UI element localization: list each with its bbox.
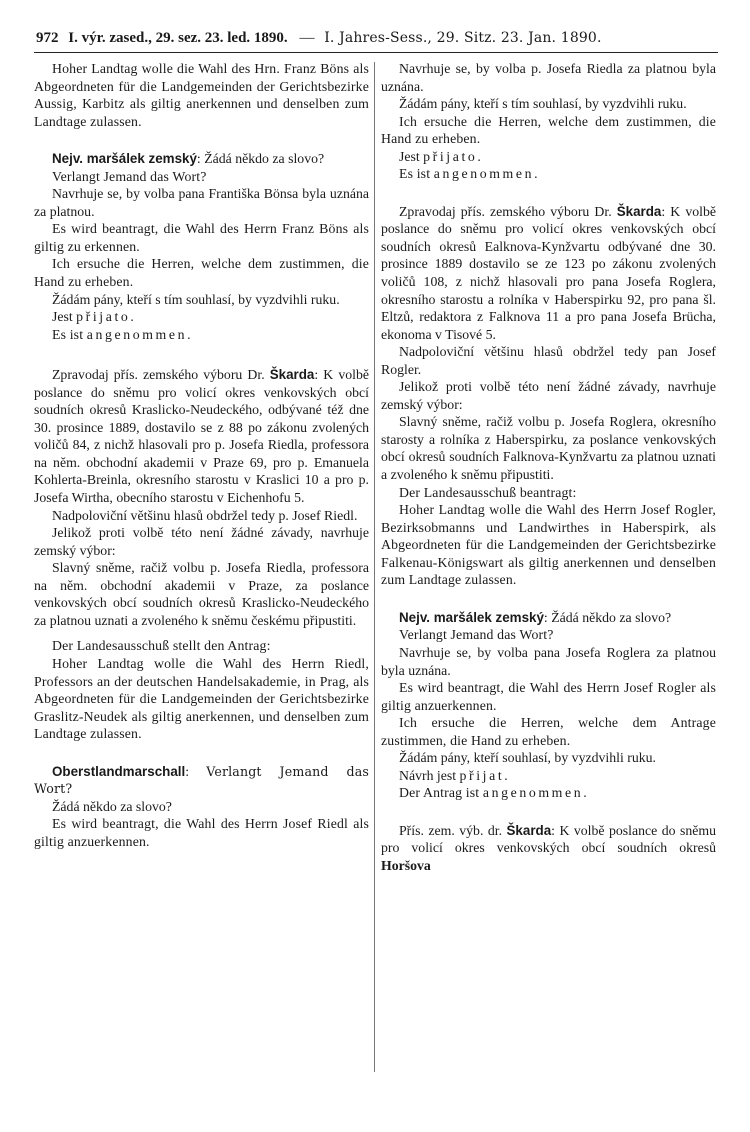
speaker-paragraph: Zpravodaj přís. zemského výboru Dr. Škarda: K volbě poslance do sněmu pro volicí okres venkovských obcí soudních okresů Kraslicko-Neudeckého, odbývané též dne 30. prosince 1889, dostavilo se z 88 po zákonu zvolených voličů 84, z nichž hlasovali pro p. Josefa Riedla, professora na něm. obchodní akademii v Praze 69, pro p. Emanuela Kohlerta-Breinla, okresního starostu v Kraslici 10 a pro p. Josefa Wirtha, obecního starostu v Eichenhofu 5.	[34, 367, 369, 506]
paragraph: Navrhuje se, by volba pana Josefa Roglera za platnou byla uznána.	[381, 644, 716, 678]
page-number: 972	[36, 30, 59, 46]
paragraph: Ich ersuche die Herren, welche dem zustimmen, die Hand zu erheben.	[34, 256, 369, 290]
paragraph: Es wird beantragt, die Wahl des Herrn Josef Rogler als giltig anzuerkennen.	[381, 680, 716, 713]
paragraph: Jelikož proti volbě této není žádné závady, navrhuje zemský výbor:	[381, 379, 716, 412]
paragraph: Hoher Landtag wolle die Wahl des Herrn Josef Rogler, Bezirksobmanns und Landwirthes in Haberspirk, als Abgeordneten für die Landgemeinden der Gerichtsbezirke Falkenau-Königswart als giltig anerkennen und denselben zum Landtage zulassen.	[381, 502, 716, 588]
paragraph: Návrh jest přijat.	[399, 767, 511, 783]
paragraph: Navrhuje se, by volba pana Františka Bönsa byla uznána za platnou.	[34, 186, 369, 219]
paragraph: Hoher Landtag wolle die Wahl des Hrn. Franz Böns als Abgeordneten für die Landgemeinden der Gerichtsbezirke Aussig, Karbitz als giltig anerkennen und denselben zum Landtage zulassen.	[34, 61, 369, 129]
column-divider	[374, 62, 375, 1072]
speaker-paragraph: Přís. zem. výb. dr. Škarda: K volbě poslance do sněmu pro volicí okres venkovských obcí soudních okresů Horšova	[381, 822, 716, 873]
paragraph: Žádá někdo za slovo?	[52, 798, 172, 814]
paragraph: Jest přijato.	[52, 309, 137, 325]
paragraph: Jest přijato.	[399, 148, 484, 164]
paragraph: Hoher Landtag wolle die Wahl des Herrn Riedl, Professors an der deutschen Handelsakademie, in Prag, als Abgeordneten für die Landgemeinden der Gerichtsbezirke Graslitz-Neudek als giltig anerkennen, und denselben zum Landtage zulassen.	[34, 655, 369, 742]
paragraph: Jelikož proti volbě této není žádné závady, navrhuje zemský výbor:	[34, 525, 369, 558]
running-header	[36, 30, 714, 47]
speaker-paragraph: Oberstlandmarschall: Verlangt Jemand das Wort?	[34, 763, 369, 797]
header-separator: —	[299, 30, 315, 46]
paragraph: Der Antrag ist angenommen.	[399, 785, 590, 801]
paragraph: Es ist angenommen.	[52, 326, 194, 342]
paragraph: Slavný sněme, račiž volbu p. Josefa Roglera, okresního starosty a rolníka z Haberspirku, za poslance venkovských obcí okresů soudních Falknova-Kynžvartu za platnou uznati a zvoleného k sněmu připustiti.	[381, 414, 716, 483]
paragraph: Navrhuje se, by volba p. Josefa Riedla za platnou byla uznána.	[381, 61, 716, 94]
header-rule	[34, 52, 718, 53]
speaker-paragraph: Zpravodaj přís. zemského výboru Dr. Škarda: K volbě poslance do sněmu pro volicí okres venkovských obcí soudních okresů Ealknova-Kynžvartu odbývané dne 30. prosince 1889 dostavilo se ze 123 po zákonu zvolených voličů 108, z nichž hlasovali pro pana Josefa Roglera, okresního starostu a rolníka v Haberspirku 92, pro pana šl. Eltzů, redaktora z Falknova 11 a pro pana Josefa Brücha, ekonoma v Tisové 5.	[381, 203, 716, 342]
right-column	[381, 60, 716, 875]
left-column	[34, 60, 369, 850]
paragraph: Slavný sněme, račiž volbu p. Josefa Riedla, professora na něm. obchodní akademii v Praze, za poslance venkovských obcí soudních okresů Kraslicko-Neudeckého za platnou uznati a zvoleného k sněmu českému připustiti.	[34, 560, 369, 628]
paragraph: Ich ersuche die Herren, welche dem zustimmen, die Hand zu erheben.	[381, 113, 716, 147]
paragraph: Nadpoloviční většinu hlasů obdržel tedy pan Josef Rogler.	[381, 344, 716, 377]
paragraph: Žádám pány, kteří s tím souhlasí, by vyzdvihli ruku.	[399, 96, 687, 112]
paragraph: Der Landesausschuß beantragt:	[399, 484, 577, 500]
paragraph: Es ist angenommen.	[399, 166, 541, 182]
session-czech: I. výr. zased., 29. sez. 23. led. 1890.	[68, 30, 288, 46]
paragraph: Verlangt Jemand das Wort?	[399, 627, 554, 643]
speaker-paragraph: Nejv. maršálek zemský: Žádá někdo za slovo?	[52, 151, 325, 167]
speaker-paragraph: Nejv. maršálek zemský: Žádá někdo za slovo?	[399, 609, 672, 625]
paragraph: Der Landesausschuß stellt den Antrag:	[52, 638, 271, 654]
paragraph: Žádám pány, kteří souhlasí, by vyzdvihli ruku.	[399, 750, 656, 766]
paragraph: Es wird beantragt, die Wahl des Herrn Josef Riedl als giltig anzuerkennen.	[34, 816, 369, 849]
paragraph: Ich ersuche die Herren, welche dem Antrage zustimmen, die Hand zu erheben.	[381, 715, 716, 748]
paragraph: Verlangt Jemand das Wort?	[52, 168, 207, 184]
paragraph: Es wird beantragt, die Wahl des Herrn Franz Böns als giltig zu erkennen.	[34, 221, 369, 254]
paragraph: Nadpoloviční většinu hlasů obdržel tedy p. Josef Riedl.	[52, 507, 358, 523]
paragraph: Žádám pány, kteří s tím souhlasí, by vyzdvihli ruku.	[52, 291, 340, 307]
session-german: I. Jahres-Sess., 29. Sitz. 23. Jan. 1890.	[324, 30, 602, 46]
